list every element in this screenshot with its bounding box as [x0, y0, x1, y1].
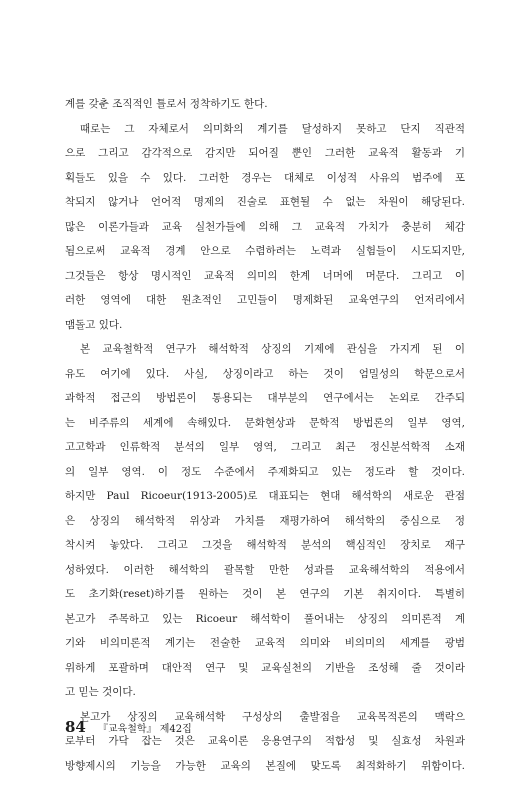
paragraph-line: 착되지 않거나 언어적 명제의 진술로 표현될 수 없는 차원이 해당된다. [65, 196, 465, 208]
paragraph-line: 본고가 주목하고 있는 Ricoeur 해석학이 풀어내는 상징의 의미론적 계 [65, 612, 465, 625]
paragraph-line: 많은 이론가들과 교육 실천가들에 의해 그 교육적 가치가 충분히 체감 [65, 220, 465, 233]
paragraph-line: 는 비주류의 세계에 속해있다. 문화현상과 문학적 방법론의 일부 영역, [65, 416, 465, 429]
page-number: 84 [65, 718, 86, 736]
paragraph-line: 고고학과 인류학적 분석의 일부 영역, 그리고 최근 정신분석학적 소재 [65, 441, 465, 453]
paragraph-line: 과학적 접근의 방법론이 통용되는 대부분의 연구에서는 논외로 간주되 [65, 392, 465, 404]
paragraph-line: 하지만 Paul Ricoeur(1913-2005)로 대표되는 현대 해석학의 새로운 관점 [65, 490, 465, 502]
paragraph-line: 성하였다. 이러한 해석학의 괄목할 만한 성과를 교육해석학의 적용에서 [65, 563, 465, 576]
paragraph-line: 본 교육철학적 연구가 해석학적 상징의 기제에 관심을 가지게 된 이 [80, 343, 465, 355]
paragraph-line: 의 일부 영역. 이 정도 수준에서 주제화되고 있는 정도라 할 것이다. [65, 465, 465, 478]
paragraph-line: 도 초기화(reset)하기를 원하는 것이 본 연구의 기본 취지이다. 특별히 [65, 588, 465, 600]
page-footer [65, 718, 192, 736]
paragraph-line: 본고가 상징의 교육해석학 구성상의 출발점을 교육목적론의 맥락으 [80, 710, 465, 723]
paragraph-line: 계를 갖춘 조직적인 틀로서 정착하기도 한다. [65, 98, 268, 110]
paragraph-line: 그것들은 항상 명시적인 교육적 의미의 한계 너머에 머문다. 그리고 이 [65, 269, 465, 282]
paragraph-line: 착시켜 놓았다. 그리고 그것을 해석학적 분석의 핵심적인 장치로 재구 [65, 539, 465, 551]
paragraph-line: 때로는 그 자체로서 의미화의 계기를 달성하지 못하고 단지 직관적 [80, 122, 465, 135]
paragraph-line: 은 상징의 해석학적 위상과 가치를 재평가하여 해석학의 중심으로 정 [65, 514, 465, 527]
paragraph-line: 위하게 포괄하며 대안적 연구 및 교육실천의 기반을 조성해 줄 것이라 [65, 661, 465, 674]
paragraph-line: 으로 그리고 감각적으로 감지만 되어질 뿐인 그러한 교육적 활동과 기 [65, 147, 465, 159]
paragraph-line: 고 믿는 것이다. [65, 686, 136, 698]
paragraph-line: 로부터 가닥 잡는 것은 교육이론 응용연구의 적합성 및 실효성 차원과 [65, 735, 465, 747]
paragraph-line: 방향제시의 기능을 가능한 교육의 본질에 맞도록 최적화하기 위함이다. [65, 759, 465, 772]
paragraph-line: 유도 여기에 있다. 사실, 상징이라고 하는 것이 엄밀성의 학문으로서 [65, 367, 465, 380]
journal-title: 『교육철학』 제42집 [97, 724, 192, 735]
paragraph-line: 기와 비의미론적 계기는 전술한 교육적 의미와 비의미의 세계를 광범 [65, 637, 465, 649]
paragraph-line: 획들도 있을 수 있다. 그러한 경우는 대체로 이성적 사유의 범주에 포 [65, 171, 465, 184]
paragraph-line: 됨으로써 교육적 경계 안으로 수렴하려는 노력과 실험들이 시도되지만, [65, 245, 465, 257]
paragraph-line: 러한 영역에 대한 원초적인 고민들이 명제화된 교육연구의 언저리에서 [65, 294, 465, 306]
paragraph-line: 맴돌고 있다. [65, 318, 123, 331]
body-text [65, 92, 465, 778]
